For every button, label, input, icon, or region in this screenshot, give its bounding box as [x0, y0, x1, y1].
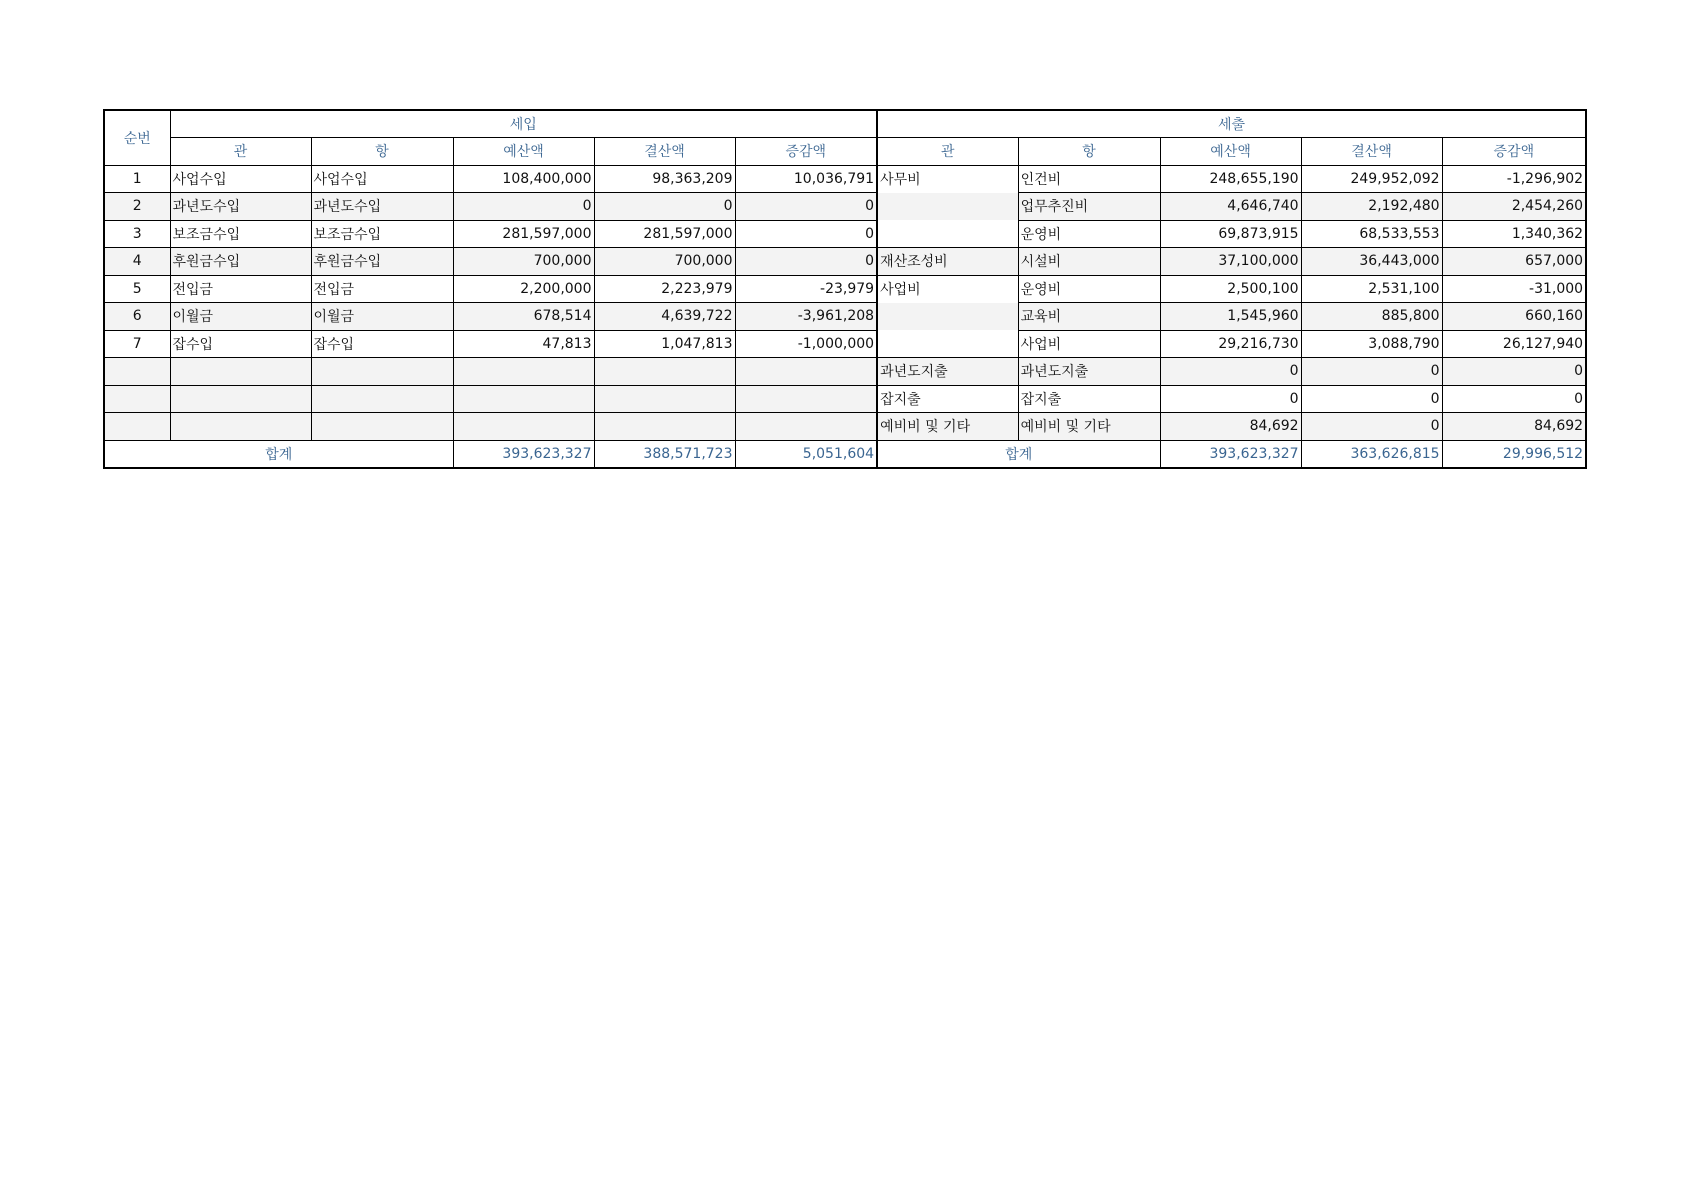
exp-settlement-cell: 885,800 [1301, 303, 1442, 331]
header-revenue: 세입 [170, 110, 877, 138]
rev-total-label: 합계 [104, 440, 453, 468]
table-row [104, 275, 1586, 303]
rev-budget-cell: 678,514 [453, 303, 594, 331]
exp-settlement-cell: 0 [1301, 385, 1442, 413]
exp-difference-cell: 0 [1442, 358, 1586, 386]
exp-hang-cell: 사업비 [1018, 330, 1160, 358]
exp-gwan-cell [877, 193, 1018, 221]
table-row [104, 330, 1586, 358]
header-expense: 세출 [877, 110, 1586, 138]
exp-hang-cell: 예비비 및 기타 [1018, 413, 1160, 441]
exp-budget-cell: 0 [1160, 358, 1301, 386]
exp-total-budget: 393,623,327 [1160, 440, 1301, 468]
exp-budget-cell: 84,692 [1160, 413, 1301, 441]
exp-gwan-cell: 사업비 [877, 275, 1018, 303]
totals-row [104, 440, 1586, 468]
table-row [104, 413, 1586, 441]
exp-settlement-cell: 0 [1301, 413, 1442, 441]
rev-settlement-cell: 1,047,813 [594, 330, 735, 358]
header-rev-difference: 증감액 [735, 138, 877, 166]
rev-gwan-cell: 이월금 [170, 303, 311, 331]
exp-budget-cell: 1,545,960 [1160, 303, 1301, 331]
exp-difference-cell: 26,127,940 [1442, 330, 1586, 358]
table-row [104, 220, 1586, 248]
rev-difference-cell [735, 385, 877, 413]
header-index: 순번 [104, 110, 170, 165]
table-row [104, 165, 1586, 193]
exp-hang-cell: 과년도지출 [1018, 358, 1160, 386]
rev-budget-cell [453, 358, 594, 386]
rev-budget-cell [453, 413, 594, 441]
rev-difference-cell: -23,979 [735, 275, 877, 303]
table-row [104, 358, 1586, 386]
rev-budget-cell: 281,597,000 [453, 220, 594, 248]
exp-gwan-cell [877, 220, 1018, 248]
exp-total-label: 합계 [877, 440, 1160, 468]
rev-hang-cell [311, 358, 453, 386]
row-index: 1 [104, 165, 170, 193]
exp-settlement-cell: 2,192,480 [1301, 193, 1442, 221]
rev-difference-cell: 10,036,791 [735, 165, 877, 193]
table-row [104, 385, 1586, 413]
rev-difference-cell: 0 [735, 193, 877, 221]
rev-hang-cell: 이월금 [311, 303, 453, 331]
table-row [104, 303, 1586, 331]
exp-hang-cell: 시설비 [1018, 248, 1160, 276]
exp-gwan-cell: 재산조성비 [877, 248, 1018, 276]
header-exp-difference: 증감액 [1442, 138, 1586, 166]
row-index: 4 [104, 248, 170, 276]
header-rev-settlement: 결산액 [594, 138, 735, 166]
rev-total-budget: 393,623,327 [453, 440, 594, 468]
rev-difference-cell: -3,961,208 [735, 303, 877, 331]
rev-gwan-cell: 잡수입 [170, 330, 311, 358]
exp-difference-cell: -1,296,902 [1442, 165, 1586, 193]
exp-gwan-cell: 과년도지출 [877, 358, 1018, 386]
exp-hang-cell: 잡지출 [1018, 385, 1160, 413]
exp-settlement-cell: 36,443,000 [1301, 248, 1442, 276]
exp-budget-cell: 2,500,100 [1160, 275, 1301, 303]
rev-difference-cell: -1,000,000 [735, 330, 877, 358]
rev-gwan-cell [170, 413, 311, 441]
exp-budget-cell: 37,100,000 [1160, 248, 1301, 276]
exp-hang-cell: 업무추진비 [1018, 193, 1160, 221]
row-index: 2 [104, 193, 170, 221]
exp-gwan-cell [877, 330, 1018, 358]
rev-budget-cell: 0 [453, 193, 594, 221]
rev-gwan-cell [170, 358, 311, 386]
row-index [104, 385, 170, 413]
row-index: 3 [104, 220, 170, 248]
rev-settlement-cell: 98,363,209 [594, 165, 735, 193]
header-exp-settlement: 결산액 [1301, 138, 1442, 166]
rev-gwan-cell: 보조금수입 [170, 220, 311, 248]
rev-gwan-cell [170, 385, 311, 413]
rev-difference-cell: 0 [735, 220, 877, 248]
exp-settlement-cell: 68,533,553 [1301, 220, 1442, 248]
rev-hang-cell [311, 385, 453, 413]
budget-settlement-table [103, 109, 1587, 469]
exp-gwan-cell: 사무비 [877, 165, 1018, 193]
exp-difference-cell: 657,000 [1442, 248, 1586, 276]
exp-total-difference: 29,996,512 [1442, 440, 1586, 468]
rev-hang-cell: 후원금수입 [311, 248, 453, 276]
rev-budget-cell: 2,200,000 [453, 275, 594, 303]
header-exp-hang: 항 [1018, 138, 1160, 166]
rev-hang-cell: 보조금수입 [311, 220, 453, 248]
header-rev-hang: 항 [311, 138, 453, 166]
rev-settlement-cell: 4,639,722 [594, 303, 735, 331]
rev-hang-cell: 과년도수입 [311, 193, 453, 221]
exp-gwan-cell: 예비비 및 기타 [877, 413, 1018, 441]
row-index: 5 [104, 275, 170, 303]
exp-difference-cell: 1,340,362 [1442, 220, 1586, 248]
exp-budget-cell: 69,873,915 [1160, 220, 1301, 248]
rev-budget-cell: 47,813 [453, 330, 594, 358]
exp-hang-cell: 인건비 [1018, 165, 1160, 193]
exp-gwan-cell: 잡지출 [877, 385, 1018, 413]
rev-difference-cell [735, 358, 877, 386]
row-index [104, 413, 170, 441]
rev-settlement-cell [594, 385, 735, 413]
rev-hang-cell: 사업수입 [311, 165, 453, 193]
header-exp-gwan: 관 [877, 138, 1018, 166]
exp-difference-cell: 0 [1442, 385, 1586, 413]
rev-difference-cell [735, 413, 877, 441]
exp-budget-cell: 0 [1160, 385, 1301, 413]
exp-settlement-cell: 2,531,100 [1301, 275, 1442, 303]
rev-gwan-cell: 후원금수입 [170, 248, 311, 276]
header-rev-gwan: 관 [170, 138, 311, 166]
rev-settlement-cell [594, 358, 735, 386]
rev-hang-cell: 잡수입 [311, 330, 453, 358]
rev-settlement-cell: 0 [594, 193, 735, 221]
exp-settlement-cell: 3,088,790 [1301, 330, 1442, 358]
rev-settlement-cell: 700,000 [594, 248, 735, 276]
rev-gwan-cell: 사업수입 [170, 165, 311, 193]
exp-budget-cell: 248,655,190 [1160, 165, 1301, 193]
exp-settlement-cell: 0 [1301, 358, 1442, 386]
rev-gwan-cell: 전입금 [170, 275, 311, 303]
header-exp-budget: 예산액 [1160, 138, 1301, 166]
exp-hang-cell: 운영비 [1018, 220, 1160, 248]
exp-difference-cell: 660,160 [1442, 303, 1586, 331]
rev-hang-cell: 전입금 [311, 275, 453, 303]
exp-hang-cell: 교육비 [1018, 303, 1160, 331]
rev-settlement-cell: 2,223,979 [594, 275, 735, 303]
rev-total-difference: 5,051,604 [735, 440, 877, 468]
row-index [104, 358, 170, 386]
exp-gwan-cell [877, 303, 1018, 331]
rev-budget-cell [453, 385, 594, 413]
table-row [104, 193, 1586, 221]
exp-budget-cell: 29,216,730 [1160, 330, 1301, 358]
rev-gwan-cell: 과년도수입 [170, 193, 311, 221]
header-rev-budget: 예산액 [453, 138, 594, 166]
exp-budget-cell: 4,646,740 [1160, 193, 1301, 221]
rev-budget-cell: 700,000 [453, 248, 594, 276]
exp-difference-cell: 84,692 [1442, 413, 1586, 441]
row-index: 7 [104, 330, 170, 358]
exp-settlement-cell: 249,952,092 [1301, 165, 1442, 193]
rev-settlement-cell [594, 413, 735, 441]
exp-total-settlement: 363,626,815 [1301, 440, 1442, 468]
rev-hang-cell [311, 413, 453, 441]
exp-difference-cell: -31,000 [1442, 275, 1586, 303]
rev-difference-cell: 0 [735, 248, 877, 276]
table-row [104, 248, 1586, 276]
row-index: 6 [104, 303, 170, 331]
rev-total-settlement: 388,571,723 [594, 440, 735, 468]
exp-difference-cell: 2,454,260 [1442, 193, 1586, 221]
rev-settlement-cell: 281,597,000 [594, 220, 735, 248]
rev-budget-cell: 108,400,000 [453, 165, 594, 193]
exp-hang-cell: 운영비 [1018, 275, 1160, 303]
